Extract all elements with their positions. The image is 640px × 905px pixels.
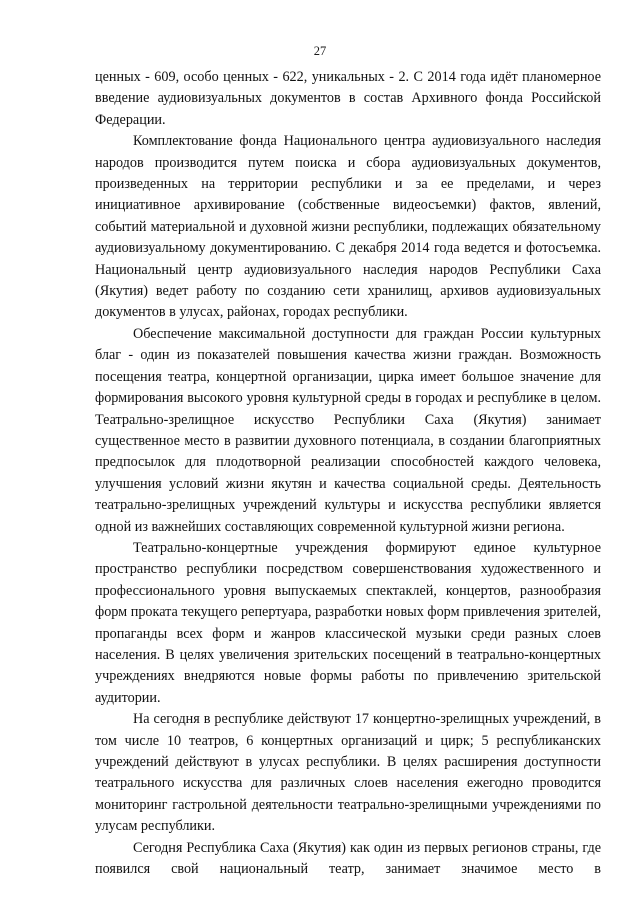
paragraph-cultural-access: Обеспечение максимальной доступности для граждан России культурных благ - один из показателей повышения качества жизни граждан. Возможность посещения театра, концертной организации, цирка имеет большое значение для формирования высокого уровня культурной среды в городах и республике в целом. Театрально-зрелищное искусство Республики Саха (Якутия) занимает существенное место в развитии духовного потенциала, в создании благоприятных предпосылок для плодотворной реализации способностей каждого человека, улучшения условий жизни якутян и качества социальной среды. Деятельность театрально-зрелищных учреждений культуры и искусства республики является одной из важнейших составляющих современной культурной жизни региона.: [95, 325, 601, 535]
page-number: 27: [313, 44, 327, 58]
paragraph-archive-stats: ценных - 609, особо ценных - 622, уникальных - 2. С 2014 года идёт планомерное введение аудиовизуальных документов в состав Архивного фонда Российской Федерации.: [95, 69, 601, 128]
paragraph-theatre-concert-institutions: Театрально-концертные учреждения формируют единое культурное пространство республики посредством совершенствования художественного и профессионального уровня выпускаемых спектаклей, концертов, разнообразия форм проката текущего репертуара, разработки новых форм привлечения зрителей, пропаганды всех форм и жанров классической музыки среди разных слоев населения. В целях увеличения зрительских посещений в театрально-концертных учреждениях внедряются новые формы работы по привлечению зрительской аудитории.: [95, 539, 601, 706]
body-text: [95, 67, 601, 880]
paragraph-fund-acquisition: Комплектование фонда Национального центра аудиовизуального наследия народов производится путем поиска и сбора аудиовизуальных документов, произведенных на территории республики и за ее пределами, и через инициативное архивирование (собственные видеосъемки) фактов, явлений, событий материальной и духовной жизни республики, подлежащих обязательному аудиовизуальному документированию. С декабря 2014 года ведется и фотосъемка. Национальный центр аудиовизуального наследия народов Республики Саха (Якутия) ведет работу по созданию сети хранилищ, архивов аудиовизуальных документов в улусах, районах, городах республики.: [95, 133, 601, 321]
paragraph-institution-counts: На сегодня в республике действуют 17 концертно-зрелищных учреждений, в том числе 10 театров, 6 концертных организаций и цирк; 5 республиканских учреждений действуют в улусах республики. В целях расширения доступности театрального искусства для различных слоев населения ежегодно проводится мониторинг гастрольной деятельности театрально-зрелищными учреждениями по улусам республики.: [95, 711, 601, 835]
paragraph-national-theatre: Сегодня Республика Саха (Якутия) как один из первых регионов страны, где появился свой национальный театр, занимает значимое место в: [95, 839, 601, 878]
